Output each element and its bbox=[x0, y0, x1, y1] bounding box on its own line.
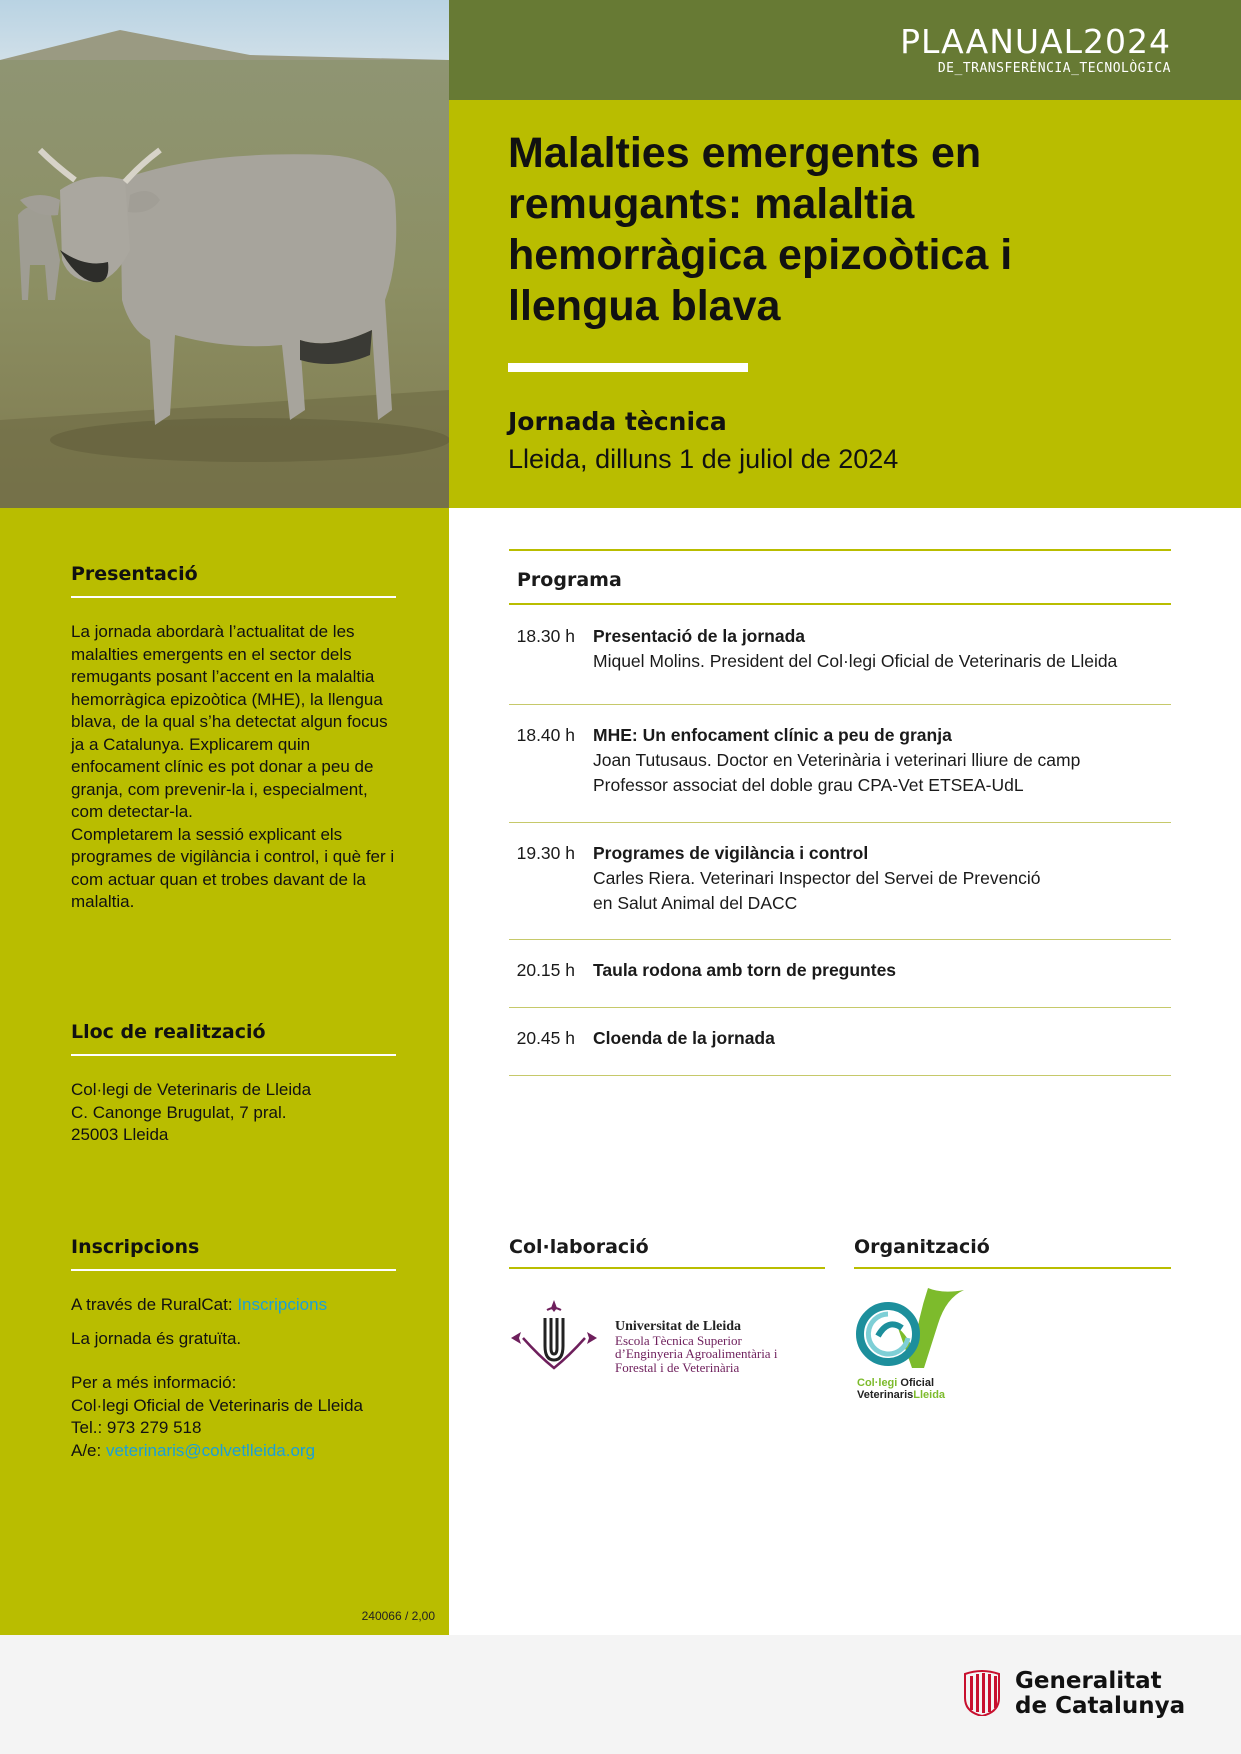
registration-section bbox=[71, 1236, 396, 1462]
venue-line: 25003 Lleida bbox=[71, 1125, 169, 1144]
registration-text bbox=[71, 1294, 396, 1462]
presentation-section bbox=[71, 563, 396, 914]
program-time: 20.15 h bbox=[516, 960, 575, 980]
program-title: Presentació de la jornada bbox=[593, 626, 806, 646]
plan-subtitle: DE_TRANSFERÈNCIA_TECNOLÒGICA bbox=[937, 61, 1171, 76]
event-type: Jornada tècnica bbox=[508, 407, 727, 436]
organization-section bbox=[854, 1236, 1171, 1269]
program-body bbox=[593, 958, 896, 1007]
program-row bbox=[509, 940, 1171, 1008]
program-row bbox=[509, 823, 1171, 940]
udl-text bbox=[615, 1320, 777, 1374]
logo-word: Veterinaris bbox=[857, 1389, 914, 1401]
document-code: 240066 / 2,00 bbox=[361, 1609, 435, 1623]
registration-heading: Inscripcions bbox=[71, 1236, 396, 1271]
event-date: Lleida, dilluns 1 de juliol de 2024 bbox=[508, 444, 899, 474]
program-detail: Professor associat del doble grau CPA-Vet ETSEA-UdL bbox=[593, 775, 1024, 795]
info-org: Col·legi Oficial de Veterinaris de Lleida bbox=[71, 1395, 363, 1415]
generalitat-emblem-icon bbox=[963, 1668, 1001, 1716]
program-body bbox=[593, 841, 1040, 939]
program-time: 19.30 h bbox=[516, 843, 575, 863]
presentation-text bbox=[71, 621, 396, 914]
program-row bbox=[509, 705, 1171, 823]
top-band bbox=[449, 0, 1241, 100]
program-title: Programes de vigilància i control bbox=[593, 843, 869, 863]
generalitat-line: de Catalunya bbox=[1015, 1693, 1186, 1719]
program-title: MHE: Un enfocament clínic a peu de granja bbox=[593, 725, 952, 745]
divider bbox=[508, 363, 748, 372]
organization-heading: Organització bbox=[854, 1236, 1171, 1269]
program-time: 18.30 h bbox=[516, 626, 575, 646]
program-row bbox=[509, 605, 1171, 705]
collaboration-section bbox=[509, 1236, 825, 1269]
udl-name: Universitat de Lleida bbox=[615, 1319, 741, 1334]
presentation-heading: Presentació bbox=[71, 563, 396, 598]
program-row bbox=[509, 1008, 1171, 1076]
page-title: Malalties emergents en remugants: malaltia hemorràgica epizoòtica i llengua blava bbox=[508, 129, 1013, 330]
plan-title: PLAANUAL2024 bbox=[900, 22, 1171, 61]
venue-heading: Lloc de realització bbox=[71, 1021, 396, 1056]
email-link[interactable]: veterinaris@colvetlleida.org bbox=[105, 1440, 316, 1460]
program-detail: en Salut Animal del DACC bbox=[593, 893, 798, 913]
free-text: La jornada és gratuïta. bbox=[71, 1328, 242, 1348]
program-title: Cloenda de la jornada bbox=[593, 1028, 775, 1048]
title-band bbox=[449, 100, 1241, 508]
udl-line: Escola Tècnica Superior bbox=[615, 1332, 742, 1348]
info-label: Per a més informació: bbox=[71, 1373, 237, 1392]
program-detail: Carles Riera. Veterinari Inspector del Servei de Prevenció bbox=[593, 868, 1041, 888]
program-detail: Miquel Molins. President del Col·legi Oficial de Veterinaris de Lleida bbox=[593, 651, 1118, 671]
venue-line: Col·legi de Veterinaris de Lleida bbox=[71, 1080, 312, 1099]
udl-line: d’Enginyeria Agroalimentària i bbox=[615, 1346, 778, 1361]
col-legi-logo-text bbox=[857, 1377, 945, 1401]
generalitat-line: Generalitat bbox=[1015, 1668, 1162, 1694]
program-body bbox=[593, 624, 1117, 704]
presentation-paragraph: La jornada abordarà l’actualitat de les malalties emergents en el sector dels remugants posant l’accent en la malaltia hemorràgica epizoòtica (MHE), la llengua blava, de la qual s’ha detectat algun focus ja a Catalunya. Explicarem quin enfocament clínic es pot donar a peu de granja, com prevenir-la i, especialment, com detectar-la. bbox=[71, 622, 388, 821]
program-heading: Programa bbox=[509, 549, 1171, 605]
udl-line: Forestal i de Veterinària bbox=[615, 1359, 740, 1375]
program-body bbox=[593, 723, 1080, 822]
info-phone: Tel.: 973 279 518 bbox=[71, 1418, 202, 1437]
cow-pasture-image bbox=[0, 0, 449, 508]
hero-photo bbox=[0, 0, 449, 508]
program-title: Taula rodona amb torn de preguntes bbox=[593, 960, 897, 980]
program-body bbox=[593, 1026, 775, 1075]
logo-word: Col·legi bbox=[857, 1377, 901, 1389]
program-time: 20.45 h bbox=[516, 1028, 575, 1048]
venue-section bbox=[71, 1021, 396, 1147]
program-table bbox=[509, 549, 1171, 1076]
collaboration-heading: Col·laboració bbox=[509, 1236, 825, 1269]
presentation-paragraph: Completarem la sessió explicant els programes de vigilància i control, i què fer i com actuar quan et trobes davant de la malaltia. bbox=[71, 824, 395, 911]
email-label: A/e: bbox=[71, 1440, 106, 1460]
program-time: 18.40 h bbox=[516, 725, 575, 745]
venue-line: C. Canonge Brugulat, 7 pral. bbox=[71, 1102, 287, 1122]
venue-address bbox=[71, 1079, 396, 1147]
logo-word: Lleida bbox=[913, 1389, 946, 1401]
generalitat-wordmark bbox=[1015, 1669, 1185, 1719]
logo-word: Oficial bbox=[900, 1377, 935, 1389]
registration-via: A través de RuralCat: bbox=[71, 1295, 238, 1314]
program-detail: Joan Tutusaus. Doctor en Veterinària i veterinari lliure de camp bbox=[593, 750, 1081, 770]
sidebar bbox=[0, 508, 449, 1635]
registration-link[interactable]: Inscripcions bbox=[237, 1295, 328, 1314]
